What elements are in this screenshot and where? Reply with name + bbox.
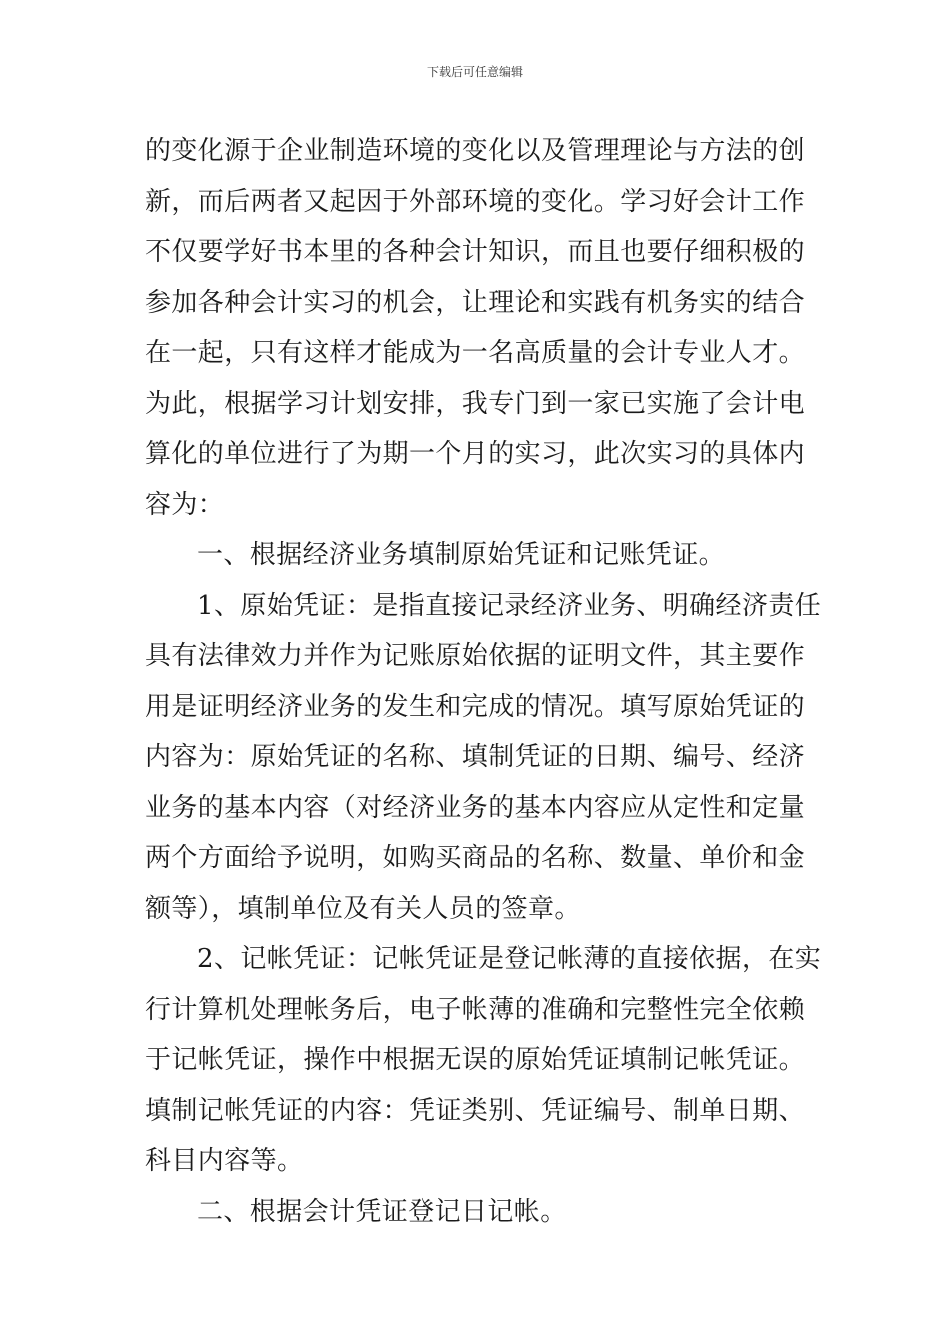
paragraph-original-voucher: 1、原始凭证：是指直接记录经济业务、明确经济责任 xyxy=(197,590,822,621)
body-line: 新，而后两者又起因于外部环境的变化。学习好会计工作 xyxy=(145,186,806,217)
section-heading-2: 二、根据会计凭证登记日记帐。 xyxy=(197,1196,567,1227)
body-line: 的变化源于企业制造环境的变化以及管理理论与方法的创 xyxy=(145,136,806,166)
body-line: 具有法律效力并作为记账原始依据的证明文件，其主要作 xyxy=(145,641,806,671)
body-line: 为此，根据学习计划安排，我专门到一家已实施了会计电 xyxy=(145,388,806,419)
paragraph-bookkeeping-voucher: 2、记帐凭证：记帐凭证是登记帐薄的直接依据，在实 xyxy=(197,944,822,974)
body-line: 业务的基本内容（对经济业务的基本内容应从定性和定量 xyxy=(145,792,806,823)
body-line: 科目内容等。 xyxy=(145,1146,304,1176)
page-header: 下载后可任意编辑 xyxy=(426,65,523,79)
body-line: 用是证明经济业务的发生和完成的情况。填写原始凭证的 xyxy=(145,691,806,722)
body-line: 行计算机处理帐务后，电子帐薄的准确和完整性完全依赖 xyxy=(145,994,806,1025)
body-line: 填制记帐凭证的内容：凭证类别、凭证编号、制单日期、 xyxy=(145,1095,806,1126)
body-line: 不仅要学好书本里的各种会计知识，而且也要仔细积极的 xyxy=(145,237,806,267)
body-line: 内容为：原始凭证的名称、填制凭证的日期、编号、经济 xyxy=(145,742,806,772)
body-line: 参加各种会计实习的机会，让理论和实践有机务实的结合 xyxy=(145,287,806,318)
body-line: 算化的单位进行了为期一个月的实习，此次实习的具体内 xyxy=(145,439,806,469)
body-line: 额等），填制单位及有关人员的签章。 xyxy=(145,893,581,924)
body-line: 于记帐凭证，操作中根据无误的原始凭证填制记帐凭证。 xyxy=(145,1045,806,1075)
body-line: 在一起，只有这样才能成为一名高质量的会计专业人才。 xyxy=(145,338,806,368)
document-body xyxy=(145,126,822,1237)
body-line: 容为： xyxy=(145,489,225,520)
section-heading-1: 一、根据经济业务填制原始凭证和记账凭证。 xyxy=(197,540,726,570)
body-line: 两个方面给予说明，如购买商品的名称、数量、单价和金 xyxy=(145,843,806,873)
